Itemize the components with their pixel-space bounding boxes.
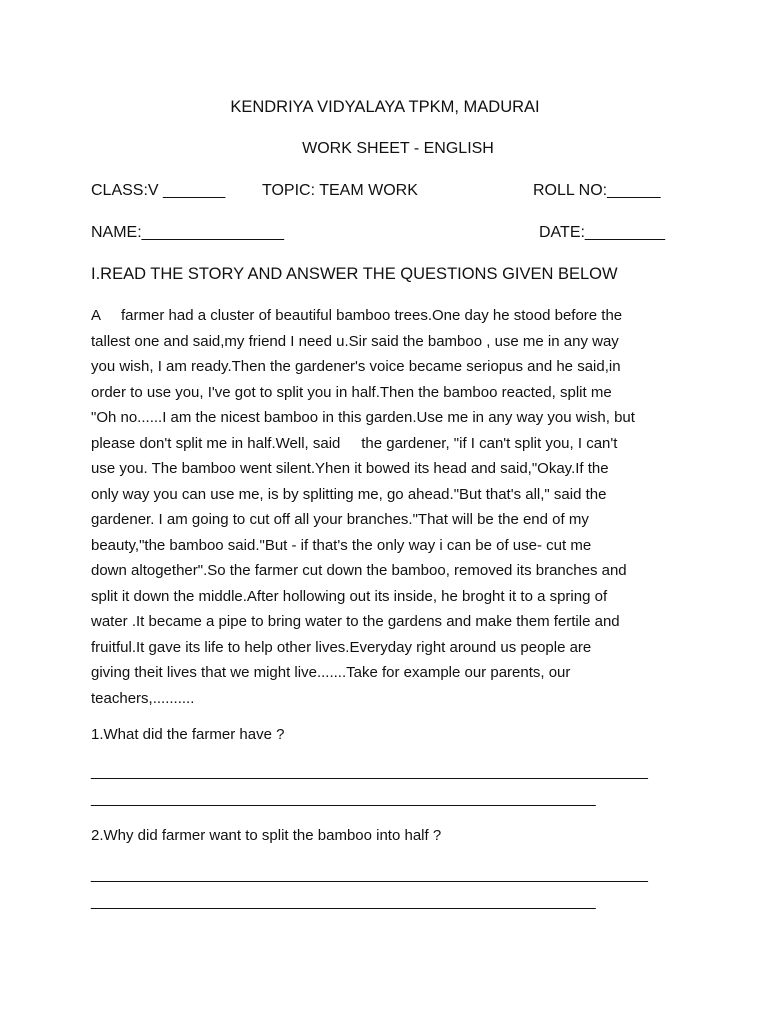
question-1: 1.What did the farmer have ?: [91, 726, 285, 743]
story-line: please don't split me in half.Well, said the gardener, "if I can't split you, I can't: [91, 434, 618, 452]
answer-line-1b[interactable]: __________________________________________________________: [91, 790, 596, 807]
instruction-heading: I.READ THE STORY AND ANSWER THE QUESTIONS GIVEN BELOW: [91, 265, 618, 283]
story-line: water .It became a pipe to bring water to the gardens and make them fertile and: [91, 613, 620, 630]
topic-field: TOPIC: TEAM WORK: [262, 182, 418, 199]
story-line: tallest one and said,my friend I need u.Sir said the bamboo , use me in any way: [91, 332, 619, 350]
worksheet-title: WORK SHEET - ENGLISH: [302, 140, 494, 157]
story-line: giving theit lives that we might live.......Take for example our parents, our: [91, 664, 571, 681]
story-line: down altogether".So the farmer cut down the bamboo, removed its branches and: [91, 562, 627, 579]
story-line: you wish, I am ready.Then the gardener's voice became seriopus and he said,in: [91, 358, 621, 375]
story-paragraph: [91, 303, 691, 711]
story-line: only way you can use me, is by splitting me, go ahead."But that's all," said the: [91, 485, 607, 503]
question-2: 2.Why did farmer want to split the bamboo into half ?: [91, 827, 442, 844]
school-title: KENDRIYA VIDYALAYA TPKM, MADURAI: [230, 98, 540, 116]
story-line: split it down the middle.After hollowing out its inside, he broght it to a spring of: [91, 587, 608, 605]
story-line: "Oh no......I am the nicest bamboo in this garden.Use me in any way you wish, but: [91, 409, 635, 426]
story-line: A farmer had a cluster of beautiful bamboo trees.One day he stood before the: [91, 307, 623, 324]
story-line: use you. The bamboo went silent.Yhen it bowed its head and said,"Okay.If the: [91, 460, 609, 477]
story-line: gardener. I am going to cut off all your branches."That will be the end of my: [91, 511, 589, 528]
story-line: order to use you, I've got to split you in half.Then the bamboo reacted, split me: [91, 383, 612, 401]
story-line: teachers,..........: [91, 689, 195, 707]
date-field: DATE:_________: [539, 224, 666, 241]
class-field: CLASS:V _______: [91, 182, 226, 199]
name-field: NAME:________________: [91, 224, 285, 241]
story-line: fruitful.It gave its life to help other lives.Everyday right around us people are: [91, 638, 592, 656]
answer-line-2b[interactable]: __________________________________________________________: [91, 893, 596, 910]
answer-line-2a[interactable]: ________________________________________________________________: [91, 866, 648, 883]
roll-no-field: ROLL NO:______: [533, 182, 661, 199]
story-line: beauty,"the bamboo said."But - if that's the only way i can be of use- cut me: [91, 536, 592, 554]
answer-line-1a[interactable]: ________________________________________________________________: [91, 763, 648, 780]
